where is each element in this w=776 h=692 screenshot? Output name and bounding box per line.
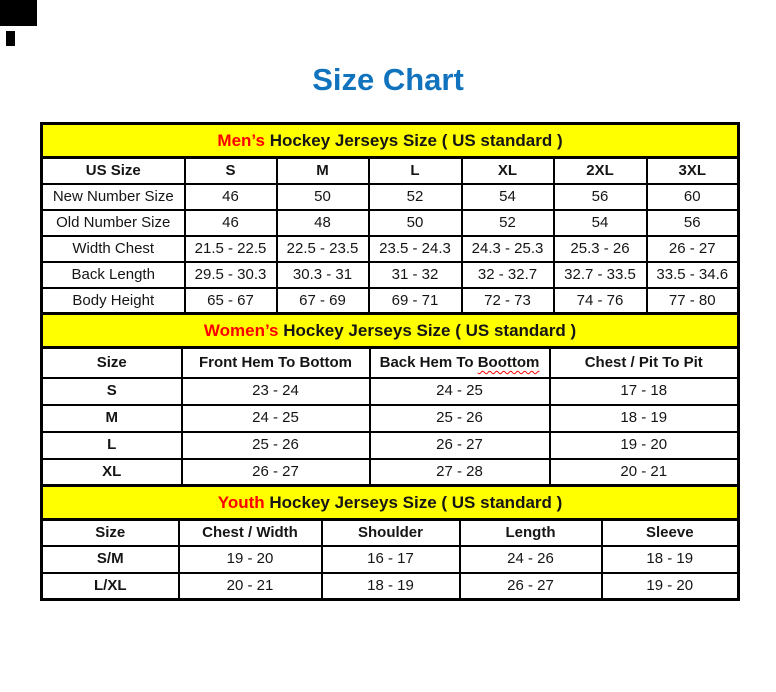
mens-header-cell: 3XL bbox=[647, 158, 739, 184]
cell-value: 24 - 26 bbox=[460, 546, 602, 573]
table-row bbox=[42, 262, 739, 288]
table-row bbox=[42, 378, 739, 405]
mens-band-row bbox=[42, 124, 739, 158]
youth-size-table bbox=[40, 484, 740, 601]
youth-band-row bbox=[42, 486, 739, 520]
table-row bbox=[42, 459, 739, 486]
table-row bbox=[42, 432, 739, 459]
cell-value: 18 - 19 bbox=[550, 405, 739, 432]
table-row bbox=[42, 236, 739, 262]
cell-value: 52 bbox=[462, 210, 554, 236]
mens-header-cell: L bbox=[369, 158, 462, 184]
row-label: XL bbox=[42, 459, 182, 486]
cell-value: 26 - 27 bbox=[370, 432, 550, 459]
cell-value: 33.5 - 34.6 bbox=[647, 262, 739, 288]
row-label: S bbox=[42, 378, 182, 405]
cell-value: 60 bbox=[647, 184, 739, 210]
cell-value: 56 bbox=[647, 210, 739, 236]
mens-band-title bbox=[42, 124, 739, 158]
womens-header-cell: Size bbox=[42, 348, 182, 378]
mens-header-cell: XL bbox=[462, 158, 554, 184]
cell-value: 21.5 - 22.5 bbox=[185, 236, 277, 262]
cell-value: 46 bbox=[185, 184, 277, 210]
cell-value: 74 - 76 bbox=[554, 288, 647, 314]
cell-value: 19 - 20 bbox=[550, 432, 739, 459]
cell-value: 18 - 19 bbox=[602, 546, 739, 573]
mens-header-cell: M bbox=[277, 158, 369, 184]
cell-value: 24 - 25 bbox=[370, 378, 550, 405]
cell-value: 50 bbox=[369, 210, 462, 236]
scan-artifact-mark bbox=[6, 31, 15, 46]
cell-value: 20 - 21 bbox=[550, 459, 739, 486]
cell-value: 54 bbox=[554, 210, 647, 236]
mens-size-table bbox=[40, 122, 740, 315]
youth-band-rest: Hockey Jerseys Size ( US standard ) bbox=[264, 492, 563, 512]
womens-band-title bbox=[42, 314, 739, 348]
cell-value: 54 bbox=[462, 184, 554, 210]
page-title: Size Chart bbox=[312, 62, 464, 97]
row-label: New Number Size bbox=[42, 184, 185, 210]
cell-value: 19 - 20 bbox=[179, 546, 322, 573]
row-label: Back Length bbox=[42, 262, 185, 288]
youth-header-cell: Shoulder bbox=[322, 520, 460, 546]
row-label: Width Chest bbox=[42, 236, 185, 262]
cell-value: 29.5 - 30.3 bbox=[185, 262, 277, 288]
scan-artifact-mark bbox=[0, 0, 37, 26]
youth-header-cell: Size bbox=[42, 520, 179, 546]
cell-value: 77 - 80 bbox=[647, 288, 739, 314]
cell-value: 48 bbox=[277, 210, 369, 236]
youth-band-highlight: Youth bbox=[217, 492, 265, 512]
cell-value: 17 - 18 bbox=[550, 378, 739, 405]
cell-value: 23.5 - 24.3 bbox=[369, 236, 462, 262]
cell-value: 67 - 69 bbox=[277, 288, 369, 314]
cell-value: 72 - 73 bbox=[462, 288, 554, 314]
row-label: L/XL bbox=[42, 573, 179, 600]
cell-value: 24 - 25 bbox=[182, 405, 370, 432]
table-row bbox=[42, 405, 739, 432]
cell-value: 46 bbox=[185, 210, 277, 236]
youth-header-cell: Length bbox=[460, 520, 602, 546]
youth-header-cell: Chest / Width bbox=[179, 520, 322, 546]
cell-value: 56 bbox=[554, 184, 647, 210]
cell-value: 23 - 24 bbox=[182, 378, 370, 405]
row-label: S/M bbox=[42, 546, 179, 573]
size-tables bbox=[40, 122, 737, 601]
mens-header-cell: 2XL bbox=[554, 158, 647, 184]
cell-value: 52 bbox=[369, 184, 462, 210]
row-label: Old Number Size bbox=[42, 210, 185, 236]
mens-header-row bbox=[42, 158, 739, 184]
cell-value: 24.3 - 25.3 bbox=[462, 236, 554, 262]
mens-header-cell: S bbox=[185, 158, 277, 184]
cell-value: 25 - 26 bbox=[370, 405, 550, 432]
cell-value: 32 - 32.7 bbox=[462, 262, 554, 288]
womens-band-highlight: Women’s bbox=[203, 320, 279, 340]
womens-header-cell: Chest / Pit To Pit bbox=[550, 348, 739, 378]
cell-value: 25.3 - 26 bbox=[554, 236, 647, 262]
cell-value: 26 - 27 bbox=[460, 573, 602, 600]
mens-band-rest: Hockey Jerseys Size ( US standard ) bbox=[264, 130, 563, 150]
table-row bbox=[42, 546, 739, 573]
table-row bbox=[42, 573, 739, 600]
row-label: M bbox=[42, 405, 182, 432]
womens-band-row bbox=[42, 314, 739, 348]
youth-header-cell: Sleeve bbox=[602, 520, 739, 546]
cell-value: 65 - 67 bbox=[185, 288, 277, 314]
cell-value: 25 - 26 bbox=[182, 432, 370, 459]
row-label: L bbox=[42, 432, 182, 459]
cell-value: 30.3 - 31 bbox=[277, 262, 369, 288]
cell-value: 26 - 27 bbox=[647, 236, 739, 262]
womens-header-row bbox=[42, 348, 739, 378]
youth-header-row bbox=[42, 520, 739, 546]
mens-band-highlight: Men’s bbox=[217, 130, 265, 150]
womens-size-table bbox=[40, 312, 740, 487]
mens-header-cell: US Size bbox=[42, 158, 185, 184]
womens-header-cell: Front Hem To Bottom bbox=[182, 348, 370, 378]
cell-value: 32.7 - 33.5 bbox=[554, 262, 647, 288]
womens-band-rest: Hockey Jerseys Size ( US standard ) bbox=[278, 320, 577, 340]
youth-band-title bbox=[42, 486, 739, 520]
table-row bbox=[42, 288, 739, 314]
misspelled-word: Boottom bbox=[477, 354, 540, 372]
womens-header-cell bbox=[370, 348, 550, 378]
cell-value: 26 - 27 bbox=[182, 459, 370, 486]
cell-value: 20 - 21 bbox=[179, 573, 322, 600]
cell-value: 69 - 71 bbox=[369, 288, 462, 314]
row-label: Body Height bbox=[42, 288, 185, 314]
cell-value: 19 - 20 bbox=[602, 573, 739, 600]
cell-value: 27 - 28 bbox=[370, 459, 550, 486]
cell-value: 31 - 32 bbox=[369, 262, 462, 288]
cell-value: 22.5 - 23.5 bbox=[277, 236, 369, 262]
cell-value: 18 - 19 bbox=[322, 573, 460, 600]
cell-value: 50 bbox=[277, 184, 369, 210]
table-row bbox=[42, 184, 739, 210]
back-hem-label: Back Hem To bbox=[379, 354, 478, 372]
cell-value: 16 - 17 bbox=[322, 546, 460, 573]
table-row bbox=[42, 210, 739, 236]
